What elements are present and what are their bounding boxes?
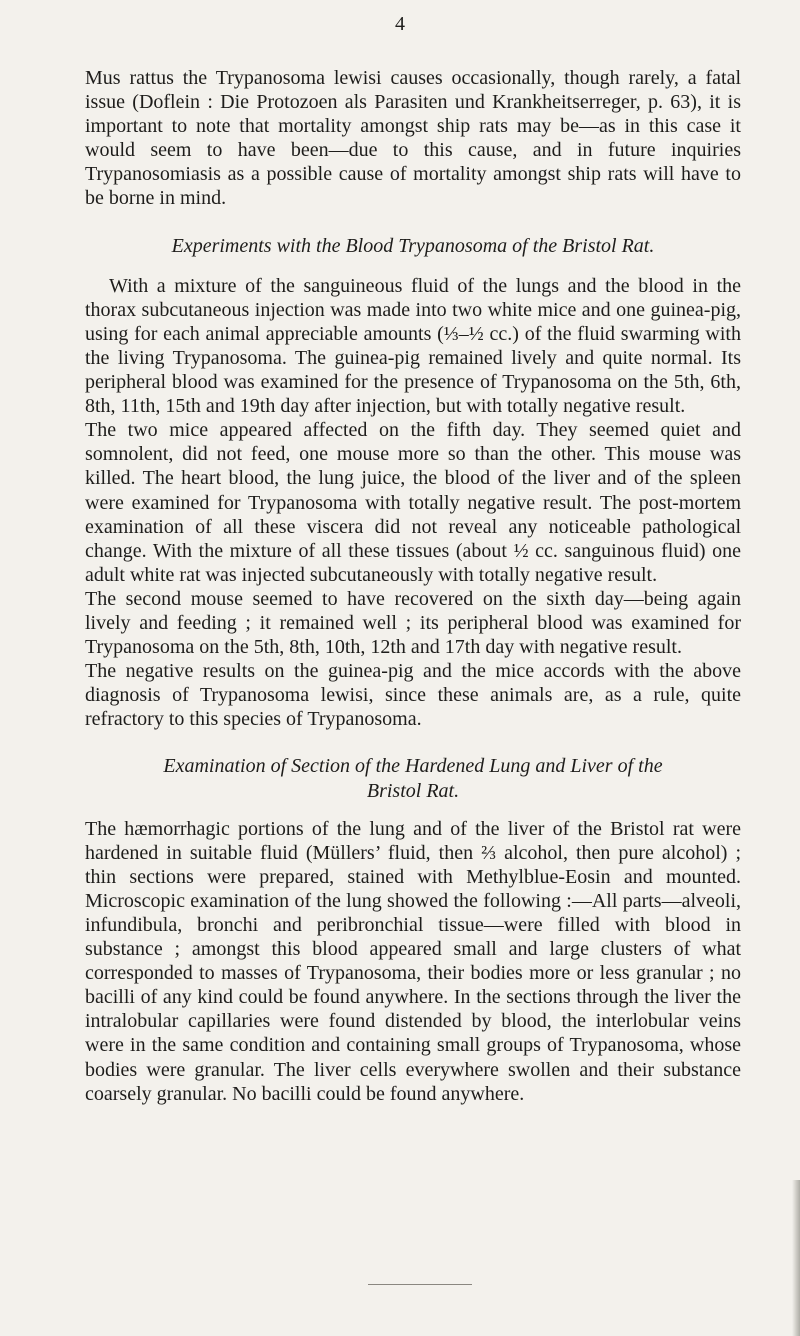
section-heading-line-1: Examination of Section of the Hardened Lung and Liver of the [163, 755, 663, 778]
section-heading-blood-experiments: Experiments with the Blood Trypanosoma of the Bristol Rat. [171, 234, 655, 257]
paragraph-mice-affected: The two mice appeared affected on the fifth day. They seemed quiet and somnolent, did not feed, one mouse more so than the other. This mouse was killed. The heart blood, the lung juice, the blood of the liver and of the spleen were examined for Trypanosoma with totally negative result. The post-mortem examination of all these viscera did not reveal any noticeable pathological change. With the mixture of all these tissues (about ½ cc. sanguinous fluid) one adult white rat was injected subcutaneously with totally negative result. [85, 419, 741, 586]
text-column [85, 66, 741, 1106]
page-number: 4 [395, 13, 405, 35]
intro-paragraph: Mus rattus the Trypanosoma lewisi causes occasionally, though rarely, a fatal issue (Doflein : Die Protozoen als Parasiten und Krankheitserreger, p. 63), it is important to note that mortality amongst ship rats may be—as in this case it would seem to have been—due to this cause, and in future inquiries Trypanosomiasis as a possible cause of mortality amongst ship rats will have to be borne in mind. [85, 67, 741, 210]
paragraph-negative-results: The negative results on the guinea-pig and the mice accords with the above diagnosis of Trypanosoma lewisi, since these animals are, as a rule, quite refractory to this species of Trypanosoma. [85, 660, 741, 731]
paragraph-second-mouse: The second mouse seemed to have recovered on the sixth day—being again lively and feeding ; it remained well ; its peripheral blood was examined for Trypanosoma on the 5th, 8th, 10th, 12th and 17th day with negative result. [85, 587, 741, 659]
page-edge-shadow [792, 1180, 800, 1336]
section-heading-line-2: Bristol Rat. [366, 779, 460, 802]
footer-rule [368, 1284, 472, 1285]
paragraph-injection-experiment: With a mixture of the sanguineous fluid of the lungs and the blood in the thorax subcutaneous injection was made into two white mice and one guinea-pig, using for each animal appreciable amounts (⅓–½ cc.) of the fluid swarming with the living Trypanosoma. The guinea-pig remained lively and quite normal. Its peripheral blood was examined for the presence of Trypanosoma on the 5th, 6th, 8th, 11th, 15th and 19th day after injection, but with totally negative result. [85, 274, 741, 418]
paragraph-microscopic-examination: The hæmorrhagic portions of the lung and of the liver of the Bristol rat were hardened in suitable fluid (Müllers’ fluid, then ⅔ alcohol, then pure alcohol) ; thin sections were prepared, stained with Methylblue-Eosin and mounted. Microscopic examination of the lung showed the following :—All parts—alveoli, infundibula, bronchi and peribronchial tissue—were filled with blood in substance ; amongst this blood appeared small and large clusters of what corresponded to masses of Trypanosoma, their bodies more or less granular ; no bacilli of any kind could be found anywhere. In the sections through the liver the intralobular capillaries were found distended by blood, the interlobular veins were in the same condition and containing small groups of Trypanosoma, whose bodies were granular. The liver cells everywhere swollen and their substance coarsely granular. No bacilli could be found anywhere. [85, 817, 741, 1105]
section-heading-hardened-lung-liver [85, 754, 741, 802]
